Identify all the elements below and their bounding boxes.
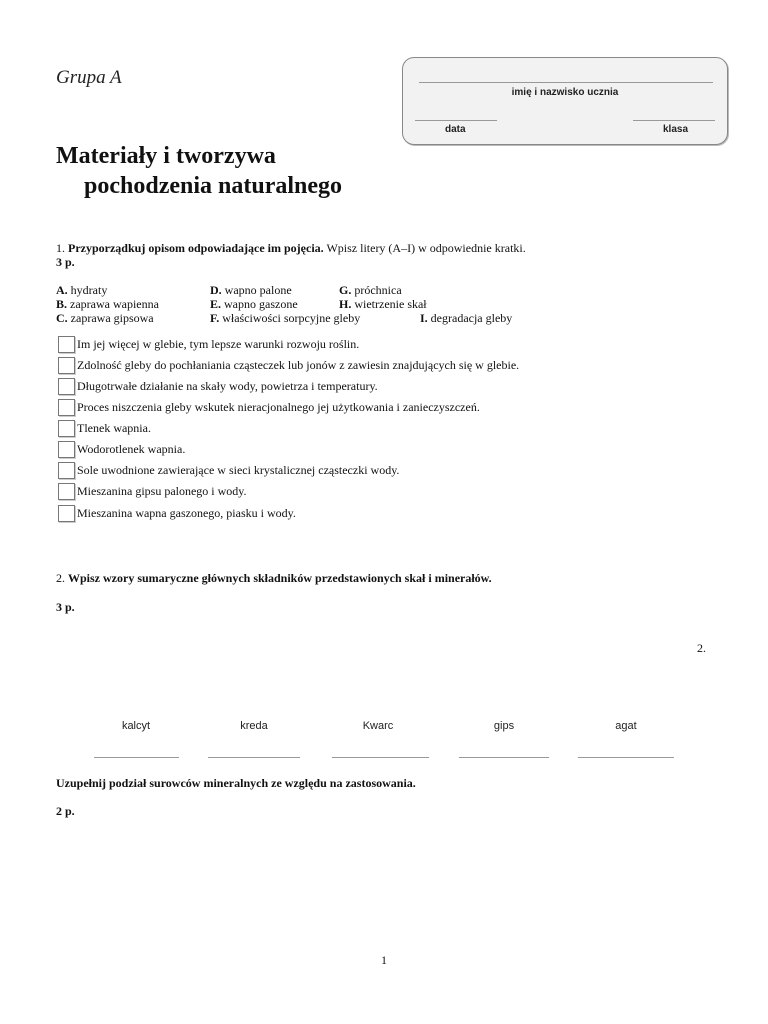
formula-answer-line[interactable] <box>578 757 674 758</box>
statement-row: Zdolność gleby do pochłaniania cząsteczek lub jonów z zawiesin znajdujących się w glebie. <box>58 357 519 375</box>
q3-instruction-bold: Uzupełnij podział surowców mineralnych ze względu na zastosowania. <box>56 776 416 790</box>
q1-instruction-rest: Wpisz litery (A–I) w odpowiednie kratki. <box>326 241 526 255</box>
mineral-label: agat <box>615 720 637 732</box>
answer-box[interactable] <box>58 357 75 374</box>
name-label: imię i nazwisko ucznia <box>511 87 619 98</box>
q2-number: 2. <box>56 571 65 585</box>
statement-row: Tlenek wapnia. <box>58 420 151 438</box>
group-label: Grupa A <box>56 67 122 88</box>
q1-instruction <box>56 241 526 255</box>
statement-row: Mieszanina gipsu palonego i wody. <box>58 483 247 501</box>
mineral-label: gips <box>493 720 515 732</box>
q2-instruction-bold: Wpisz wzory sumaryczne głównych składników przedstawionych skał i minerałów. <box>68 571 492 585</box>
statement-row: Sole uwodnione zawierające w sieci krystalicznej cząsteczki wody. <box>58 462 399 480</box>
formula-answer-line[interactable] <box>94 757 179 758</box>
name-line[interactable] <box>419 82 713 83</box>
q3-points: 2 p. <box>56 804 75 818</box>
option-e: E. wapno gaszone <box>210 297 298 311</box>
formula-answer-line[interactable] <box>332 757 429 758</box>
mineral-label: Kwarc <box>362 720 394 732</box>
option-f: F. właściwości sorpcyjne gleby <box>210 311 361 325</box>
answer-box[interactable] <box>58 441 75 458</box>
answer-box[interactable] <box>58 336 75 353</box>
answer-box[interactable] <box>58 483 75 500</box>
formula-answer-line[interactable] <box>459 757 549 758</box>
student-info-box <box>402 57 728 145</box>
answer-box[interactable] <box>58 399 75 416</box>
option-g: G. próchnica <box>339 283 402 297</box>
q2-points: 3 p. <box>56 600 75 614</box>
statement-row: Proces niszczenia gleby wskutek nieracjonalnego jej użytkowania i zanieczyszczeń. <box>58 399 480 417</box>
title-line-2: pochodzenia naturalnego <box>84 173 343 199</box>
q3-instruction <box>56 776 416 790</box>
option-h: H. wietrzenie skał <box>339 297 427 311</box>
q1-points: 3 p. <box>56 255 75 269</box>
option-b: B. zaprawa wapienna <box>56 297 159 311</box>
statement-row: Im jej więcej w glebie, tym lepsze warunki rozwoju roślin. <box>58 336 359 354</box>
page-title <box>56 141 342 201</box>
q2-instruction <box>56 571 492 585</box>
margin-number: 2. <box>697 641 706 655</box>
answer-box[interactable] <box>58 378 75 395</box>
option-c: C. zaprawa gipsowa <box>56 311 154 325</box>
class-line[interactable] <box>633 120 715 121</box>
q1-instruction-bold: Przyporządkuj opisom odpowiadające im pojęcia. <box>68 241 324 255</box>
statement-row: Mieszanina wapna gaszonego, piasku i wody. <box>58 505 296 523</box>
mineral-label: kalcyt <box>121 720 151 732</box>
option-i: I. degradacja gleby <box>420 311 513 325</box>
statement-row: Długotrwałe działanie na skały wody, powietrza i temperatury. <box>58 378 378 396</box>
answer-box[interactable] <box>58 505 75 522</box>
option-a: A. hydraty <box>56 283 108 297</box>
answer-box[interactable] <box>58 420 75 437</box>
answer-box[interactable] <box>58 462 75 479</box>
date-label: data <box>445 124 466 135</box>
mineral-label: kreda <box>240 720 268 732</box>
q1-number: 1. <box>56 241 65 255</box>
title-line-1: Materiały i tworzywa <box>56 143 276 169</box>
formula-answer-line[interactable] <box>208 757 300 758</box>
option-d: D. wapno palone <box>210 283 292 297</box>
class-label: klasa <box>663 124 689 135</box>
page-number: 1 <box>381 953 387 967</box>
date-line[interactable] <box>415 120 497 121</box>
statement-row: Wodorotlenek wapnia. <box>58 441 185 459</box>
